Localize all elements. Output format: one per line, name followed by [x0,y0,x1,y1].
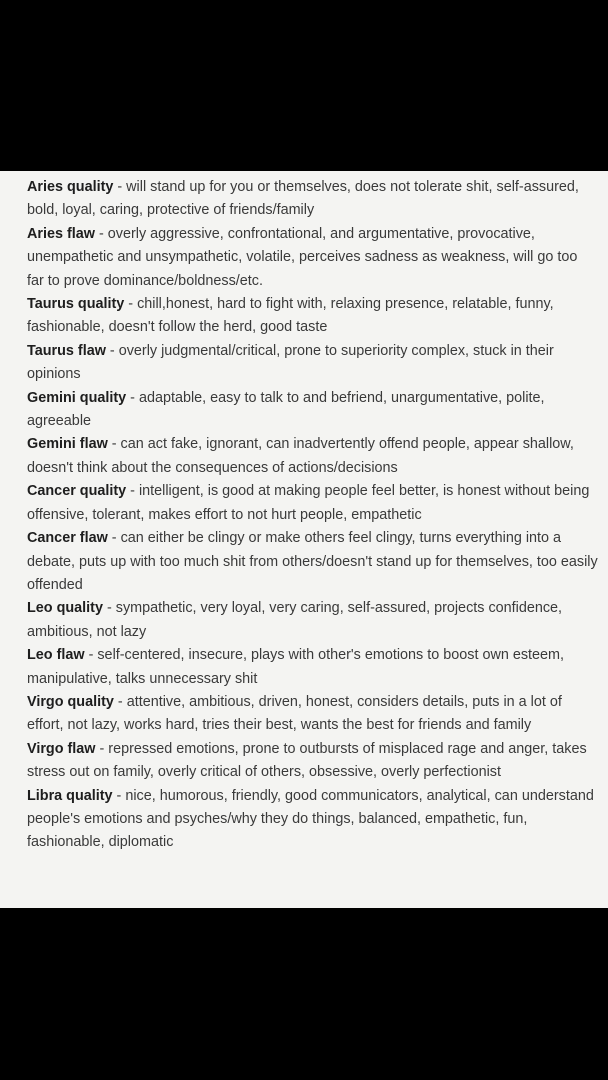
entry-cancer-quality [27,480,598,527]
entry-aries-flaw [27,223,598,293]
entry-label: Cancer flaw [27,530,108,547]
entry-gemini-flaw [27,433,598,480]
entry-label: Gemini flaw [27,436,108,453]
entry-text: - attentive, ambitious, driven, honest, considers details, puts in a lot of effort, not lazy, works hard, tries their best, wants the best for friends and family [27,693,562,734]
entry-label: Virgo quality [27,693,114,710]
entry-text: - overly judgmental/critical, prone to superiority complex, stuck in their opinions [27,342,554,383]
entry-text: - self-centered, insecure, plays with other's emotions to boost own esteem, manipulative, talks unnecessary shit [27,647,565,687]
entry-label: Aries flaw [27,225,95,242]
entry-label: Leo quality [27,600,103,617]
entry-label: Libra quality [27,787,113,804]
entry-libra-quality [27,785,598,855]
entry-taurus-flaw [27,340,598,387]
entry-taurus-quality [27,293,598,340]
entry-text: - nice, humorous, friendly, good communicators, analytical, can understand people's emotions and psyches/why they do things, balanced, empathetic, fun, fashionable, diplomatic [27,787,594,851]
entry-text: - adaptable, easy to talk to and befriend, unargumentative, polite, agreeable [27,389,545,430]
entry-label: Gemini quality [27,389,127,406]
entry-gemini-quality [27,387,598,434]
entry-text: - sympathetic, very loyal, very caring, self-assured, projects confidence, ambitious, not lazy [27,600,563,640]
entry-text: - will stand up for you or themselves, does not tolerate shit, self-assured, bold, loyal, caring, protective of friends/family [27,179,579,219]
entry-aries-quality [27,176,598,223]
entry-leo-flaw [27,644,598,691]
entry-text: - can either be clingy or make others feel clingy, turns everything into a debate, puts up with too much shit from others/doesn't stand up for themselves, too easily offended [27,530,598,593]
entry-text: - intelligent, is good at making people feel better, is honest without being offensive, tolerant, makes effort to not hurt people, empathetic [27,483,590,523]
entry-virgo-flaw [27,738,598,785]
entry-text: - can act fake, ignorant, can inadvertently offend people, appear shallow, doesn't think about the consequences of actions/decisions [27,436,574,476]
entry-text: - repressed emotions, prone to outbursts of misplaced rage and anger, takes stress out on family, overly critical of others, obsessive, overly perfectionist [27,740,587,781]
zodiac-text-image [0,171,608,908]
entry-text: - overly aggressive, confrontational, and argumentative, provocative, unempathetic and unsympathetic, volatile, perceives sadness as weakness, will go too far to prove dominance/boldness/etc. [27,225,578,289]
entry-label: Aries quality [27,179,114,195]
zodiac-entry-list [27,176,598,855]
entry-cancer-flaw [27,527,598,597]
entry-text: - chill,honest, hard to fight with, relaxing presence, relatable, funny, fashionable, doesn't follow the herd, good taste [27,296,554,336]
entry-leo-quality [27,597,598,644]
entry-label: Leo flaw [27,647,85,664]
entry-label: Cancer quality [27,483,127,500]
entry-label: Taurus flaw [27,342,106,359]
entry-label: Virgo flaw [27,740,96,757]
entry-virgo-quality [27,691,598,738]
entry-label: Taurus quality [27,296,125,313]
